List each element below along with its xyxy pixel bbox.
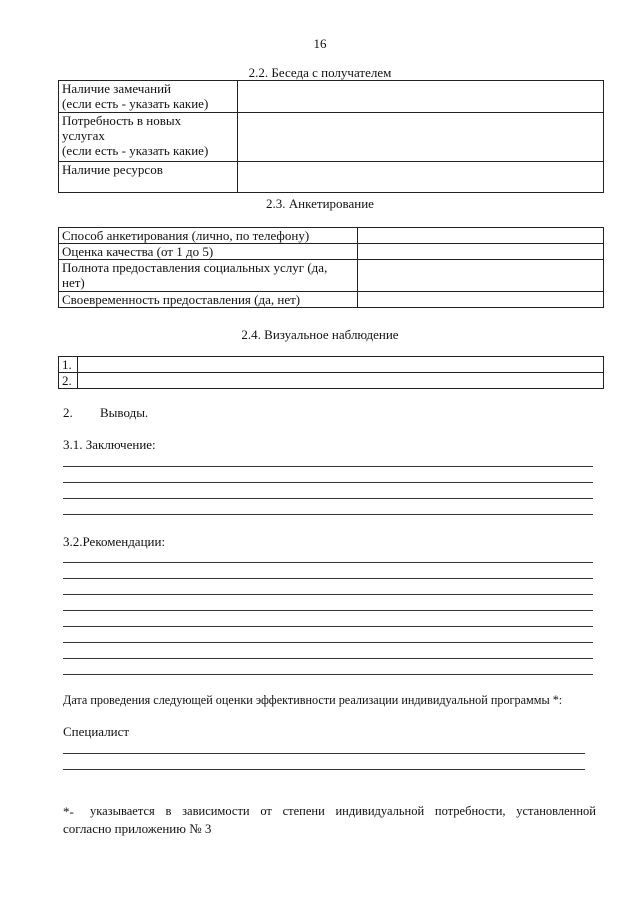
write-line[interactable] — [63, 642, 593, 643]
write-line[interactable] — [63, 626, 593, 627]
table-cell — [59, 260, 358, 292]
write-line[interactable] — [63, 466, 593, 467]
answer-cell[interactable] — [238, 113, 604, 162]
next-assessment-label: Дата проведения следующей оценки эффективности реализации индивидуальной программы *: — [63, 693, 563, 707]
write-line[interactable] — [63, 514, 593, 515]
table-cell — [59, 292, 358, 308]
answer-cell[interactable] — [238, 162, 604, 193]
table-row — [59, 292, 604, 308]
section-title-visual: 2.4. Визуальное наблюдение — [241, 327, 399, 342]
recommendations-heading: 3.2.Рекомендации: — [63, 534, 166, 549]
cell-text: услугах — [62, 128, 105, 143]
table-row — [59, 162, 604, 193]
table-row — [59, 244, 604, 260]
table-row — [59, 260, 604, 292]
survey-table — [58, 227, 604, 308]
cell-text: Своевременность предоставления (да, нет) — [62, 292, 301, 307]
write-line[interactable] — [63, 578, 593, 579]
cell-text: Полнота предоставления социальных услуг (да, — [62, 260, 328, 275]
table-row — [59, 81, 604, 113]
cell-text: Способ анкетирования (лично, по телефону) — [62, 228, 310, 243]
specialist-label: Специалист — [63, 724, 130, 739]
conclusions-number: 2. — [63, 405, 73, 420]
table-cell — [59, 81, 238, 113]
answer-cell[interactable] — [358, 292, 604, 308]
visual-table — [58, 356, 604, 389]
table-cell — [59, 228, 358, 244]
row-number: 2. — [59, 373, 78, 389]
footnote-mark: *- — [63, 804, 74, 819]
conversation-table — [58, 80, 604, 193]
write-line[interactable] — [63, 658, 593, 659]
footnote-text-continued: согласно приложению № 3 — [63, 821, 212, 836]
cell-text: (если есть - указать какие) — [62, 96, 209, 111]
answer-cell[interactable] — [78, 357, 604, 373]
cell-text: Оценка качества (от 1 до 5) — [62, 244, 214, 259]
table-row — [59, 357, 604, 373]
answer-cell[interactable] — [358, 260, 604, 292]
answer-cell[interactable] — [358, 228, 604, 244]
table-row — [59, 373, 604, 389]
answer-cell[interactable] — [358, 244, 604, 260]
write-line[interactable] — [63, 562, 593, 563]
row-number: 1. — [59, 357, 78, 373]
cell-text: (если есть - указать какие) — [62, 143, 209, 158]
table-row — [59, 228, 604, 244]
answer-cell[interactable] — [238, 81, 604, 113]
conclusions-label: Выводы. — [100, 405, 149, 420]
section-title-survey: 2.3. Анкетирование — [266, 196, 374, 211]
write-line[interactable] — [63, 674, 593, 675]
conclusion-heading: 3.1. Заключение: — [63, 437, 156, 452]
page-number: 16 — [313, 36, 327, 51]
write-line[interactable] — [63, 498, 593, 499]
signature-line[interactable] — [63, 753, 585, 754]
cell-text: нет) — [62, 275, 85, 290]
table-cell — [59, 162, 238, 193]
write-line[interactable] — [63, 610, 593, 611]
cell-text: Наличие ресурсов — [62, 162, 163, 177]
table-row — [59, 113, 604, 162]
signature-line[interactable] — [63, 769, 585, 770]
table-cell — [59, 244, 358, 260]
write-line[interactable] — [63, 482, 593, 483]
cell-text: Наличие замечаний — [62, 81, 171, 96]
table-cell — [59, 113, 238, 162]
answer-cell[interactable] — [78, 373, 604, 389]
section-title-conversation: 2.2. Беседа с получателем — [248, 65, 392, 80]
footnote-text: указывается в зависимости от степени индивидуальной потребности, установленной — [90, 804, 596, 818]
write-line[interactable] — [63, 594, 593, 595]
cell-text: Потребность в новых — [62, 113, 182, 128]
